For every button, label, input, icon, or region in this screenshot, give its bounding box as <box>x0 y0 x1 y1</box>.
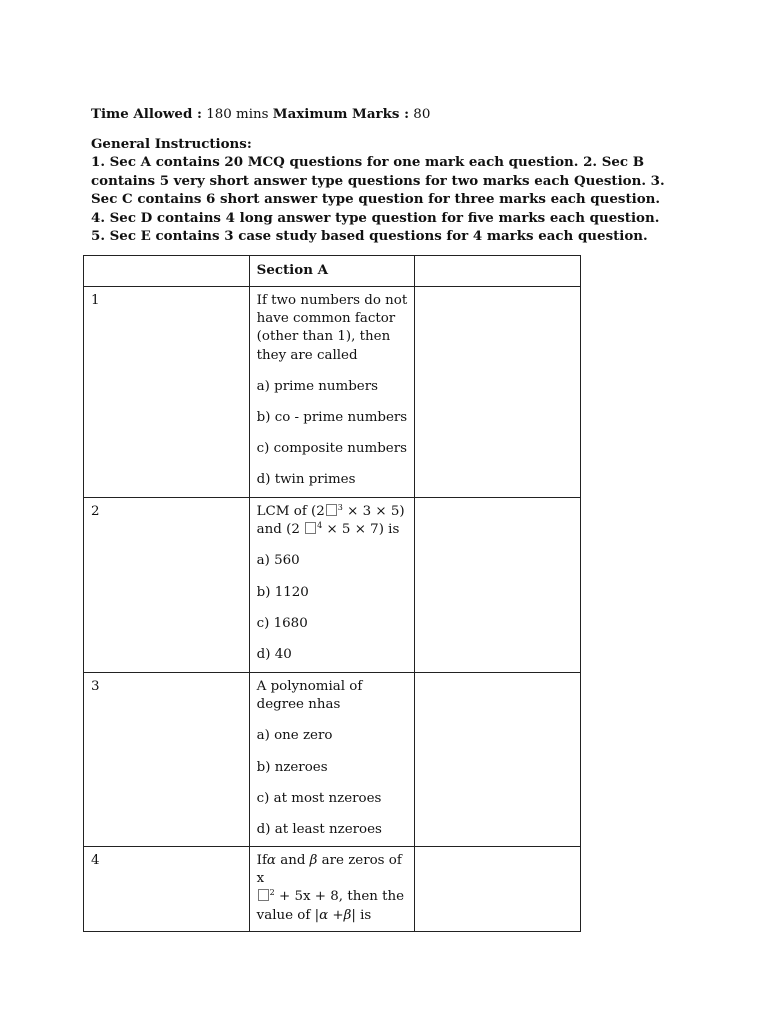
general-instructions <box>91 135 671 245</box>
section-title: Section A <box>249 256 415 287</box>
instructions-title: General Instructions: <box>91 136 252 152</box>
instructions-text: 1. Sec A contains 20 MCQ questions for one mark each question. 2. Sec B contains 5 very short answer type questions for two marks each Question. 3. Sec C contains 6 short answer type question for three marks each question. 4. Sec D contains 4 long answer type question for five marks each question. 5. Sec E contains 3 case study based questions for 4 marks each question. <box>91 154 665 245</box>
question-text: Ifα and β are zeros of x $^2$ + 5x + 8, then the value of |α +β| is <box>256 853 405 923</box>
question-cell <box>249 847 415 932</box>
placeholder-box-icon <box>305 522 316 534</box>
question-table <box>83 255 581 932</box>
option: d) at least nzeroes <box>256 822 382 838</box>
time-allowed-value: 180 mins <box>206 107 269 122</box>
table-row <box>84 287 581 498</box>
maximum-marks-value: 80 <box>413 107 431 122</box>
placeholder-box-icon <box>326 504 337 516</box>
option: c) 1680 <box>256 615 308 631</box>
answer-cell <box>415 847 581 932</box>
option: c) composite numbers <box>256 441 407 457</box>
question-number: 2 <box>84 498 250 673</box>
table-header-row <box>84 256 581 287</box>
maximum-marks-label: Maximum Marks : <box>272 106 410 122</box>
answer-cell <box>415 287 581 498</box>
option: a) 560 <box>256 553 300 569</box>
answer-cell <box>415 673 581 847</box>
question-number: 3 <box>84 673 250 847</box>
placeholder-box-icon <box>258 889 269 901</box>
table-row <box>84 673 581 847</box>
option: a) prime numbers <box>256 378 378 394</box>
option: d) twin primes <box>256 472 356 488</box>
time-allowed-label: Time Allowed : <box>91 106 202 122</box>
question-number: 1 <box>84 287 250 498</box>
header-cell-empty-left <box>84 256 250 287</box>
question-text: If two numbers do not have common factor (other than 1), then they are called <box>256 293 408 363</box>
option: c) at most nzeroes <box>256 790 382 806</box>
table-row <box>84 498 581 673</box>
answer-cell <box>415 498 581 673</box>
option: b) co - prime numbers <box>256 410 408 426</box>
question-number: 4 <box>84 847 250 932</box>
question-cell <box>249 673 415 847</box>
question-cell <box>249 498 415 673</box>
question-text: A polynomial of degree nhas <box>256 679 363 713</box>
question-text: LCM of (2 $^3$ × 3 × 5) and (2 $^4$ × 5 × 7) is <box>256 503 405 538</box>
option: b) 1120 <box>256 584 309 600</box>
option: d) 40 <box>256 647 292 663</box>
exam-header <box>91 105 430 124</box>
option: a) one zero <box>256 728 333 744</box>
header-cell-empty-right <box>415 256 581 287</box>
option: b) nzeroes <box>256 759 328 775</box>
question-cell <box>249 287 415 498</box>
table-row <box>84 847 581 932</box>
